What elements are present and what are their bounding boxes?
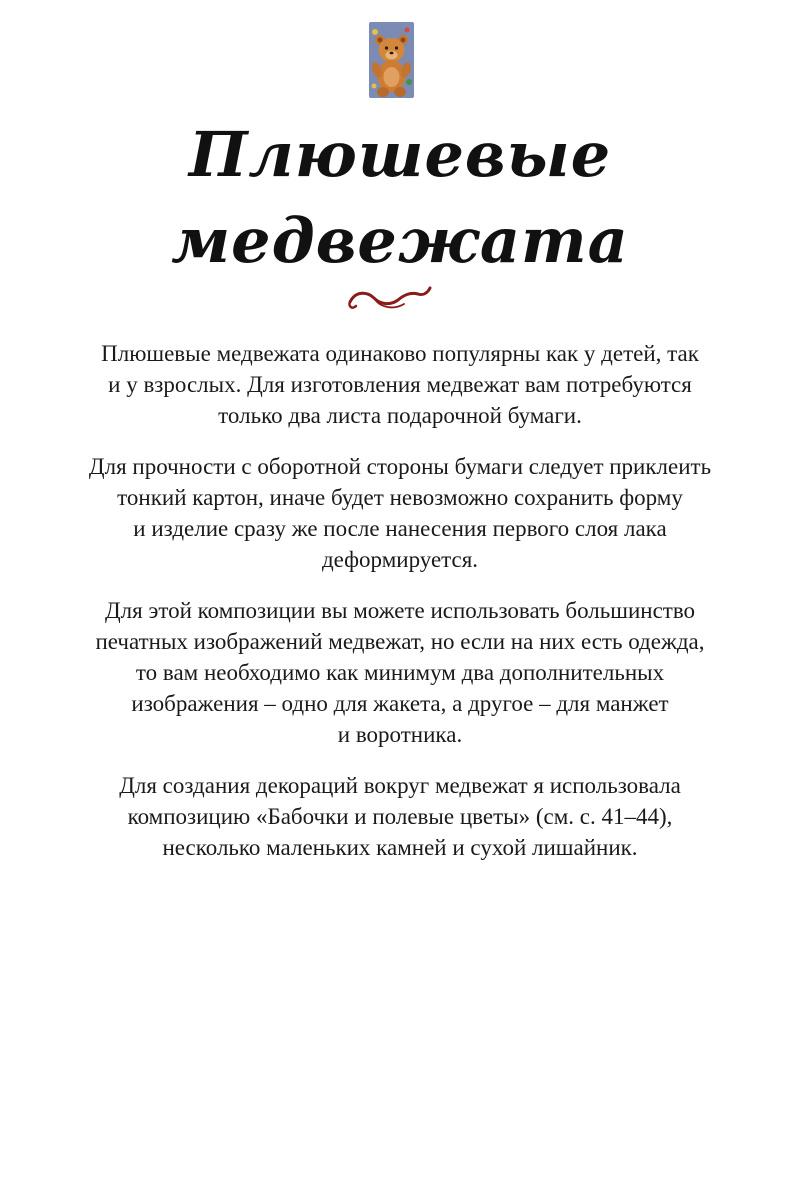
paragraph-2 bbox=[20, 451, 780, 575]
paragraph-line: и у взрослых. Для изготовления медвежат вам потребуются bbox=[108, 372, 692, 397]
paragraph-line: тонкий картон, иначе будет невозможно сохранить форму bbox=[117, 485, 683, 510]
title-line-1: Плюшевые bbox=[188, 118, 612, 191]
paragraph-line: и воротника. bbox=[337, 722, 463, 747]
paragraph-line: изображения – одно для жакета, а другое – для манжет bbox=[131, 691, 669, 716]
paragraph-4 bbox=[20, 770, 780, 863]
paragraph-line: только два листа подарочной бумаги. bbox=[218, 403, 582, 428]
paragraph-line: композицию «Бабочки и полевые цветы» (см. с. 41–44), bbox=[127, 804, 673, 829]
flourish-icon bbox=[344, 284, 434, 314]
teddy-bear-icon bbox=[369, 22, 414, 98]
paragraph-line: несколько маленьких камней и сухой лишайник. bbox=[162, 835, 638, 860]
paragraph-line: деформируется. bbox=[321, 547, 479, 572]
paragraph-line: то вам необходимо как минимум два дополнительных bbox=[135, 660, 665, 685]
title-line-2: медвежата bbox=[171, 204, 629, 277]
body-text bbox=[20, 338, 780, 883]
paragraph-line: Для прочности с оборотной стороны бумаги следует приклеить bbox=[88, 454, 712, 479]
paragraph-3 bbox=[20, 595, 780, 750]
paragraph-line: печатных изображений медвежат, но если на них есть одежда, bbox=[95, 629, 705, 654]
paragraph-line: и изделие сразу же после нанесения первого слоя лака bbox=[133, 516, 667, 541]
paragraph-1 bbox=[20, 338, 780, 431]
paragraph-line: Для создания декораций вокруг медвежат я использовала bbox=[119, 773, 681, 798]
paragraph-line: Плюшевые медвежата одинаково популярны как у детей, так bbox=[101, 341, 699, 366]
paragraph-line: Для этой композиции вы можете использовать большинство bbox=[104, 598, 696, 623]
page-title bbox=[0, 112, 800, 284]
